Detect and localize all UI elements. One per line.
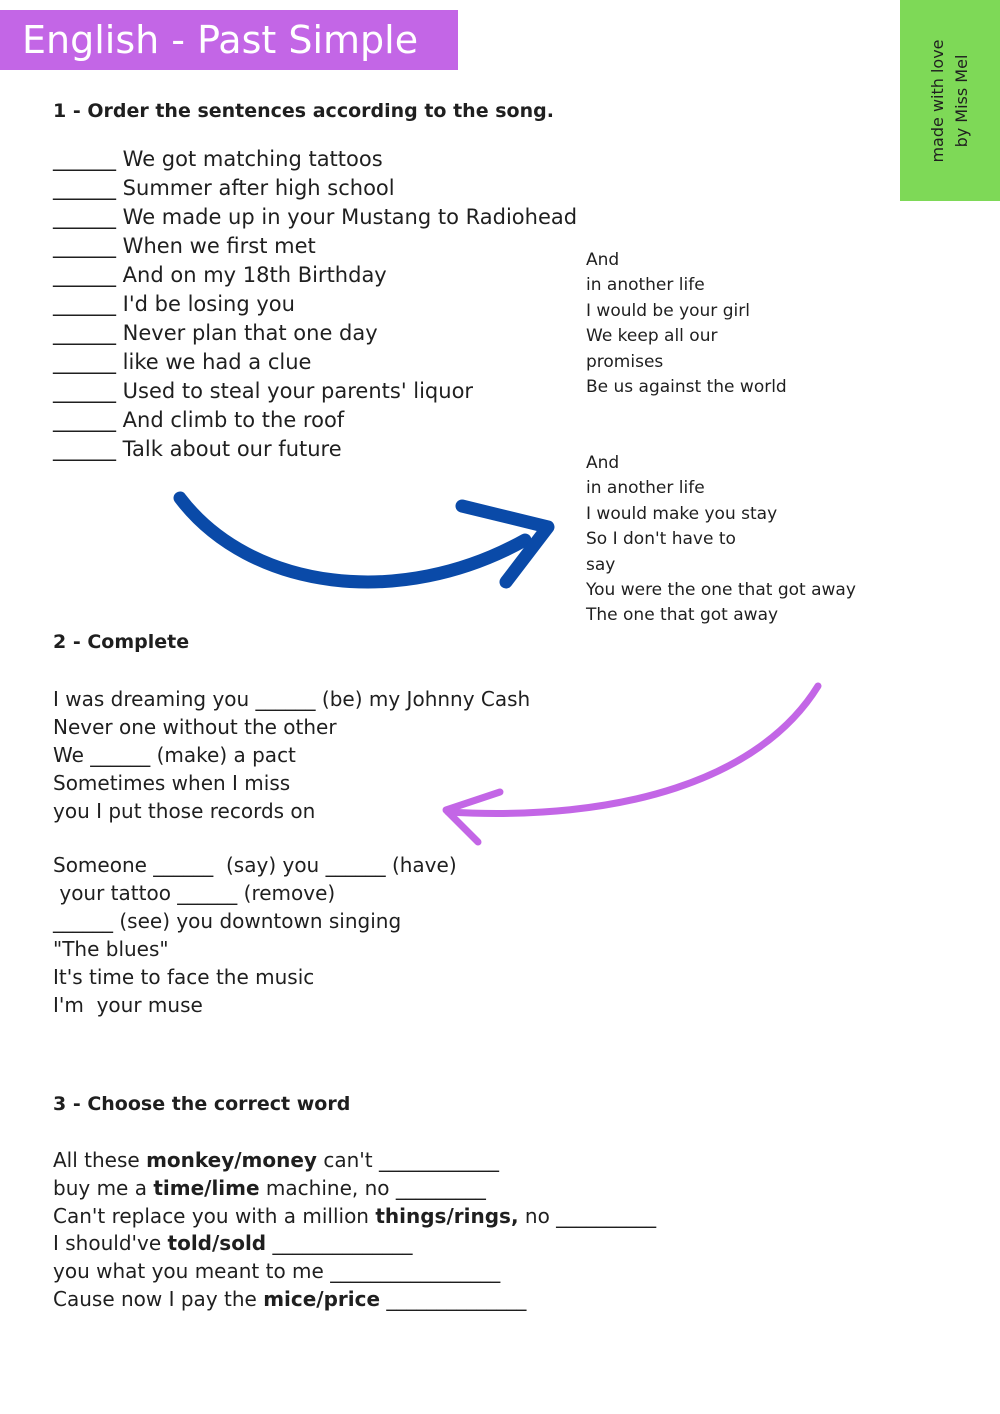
lyric-line: We keep all our: [586, 326, 718, 347]
lyric-line: I would be your girl: [586, 300, 750, 321]
verse-line: ______ (see) you downtown singing: [53, 909, 402, 933]
word-choice: things/rings,: [375, 1203, 519, 1228]
list-item: ______ And on my 18th Birthday: [53, 263, 387, 287]
section-3-heading: 3 - Choose the correct word: [53, 1093, 351, 1115]
verse-line: Someone ______ (say) you ______ (have): [53, 853, 457, 877]
verse-line: Sometimes when I miss: [53, 771, 291, 795]
line-text: ______________: [380, 1286, 527, 1311]
lyric-line: Be us against the world: [586, 376, 787, 397]
line-text: can't ____________: [316, 1148, 499, 1172]
list-item: ______ Summer after high school: [53, 176, 395, 200]
credit-line-2: by Miss Mel: [952, 54, 971, 147]
verse-line: It's time to face the music: [53, 965, 315, 989]
credit-line-1: made with love: [928, 38, 947, 163]
line-text: I should've: [53, 1231, 168, 1256]
verse-line: I was dreaming you ______ (be) my Johnny Cash: [53, 687, 531, 711]
line-text: Cause now I pay the: [53, 1286, 264, 1311]
lyric-line: The one that got away: [586, 605, 779, 626]
blue-arrow-icon: [180, 498, 548, 582]
lyric-line: And: [586, 250, 620, 270]
lyric-line: And: [586, 453, 620, 473]
choose-line: [53, 1175, 656, 1203]
verse-line: your tattoo ______ (remove): [53, 881, 336, 905]
verse-line: "The blues": [53, 937, 169, 961]
lyric-line: say: [586, 554, 616, 575]
page-title: English - Past Simple: [22, 18, 419, 62]
lyric-line: promises: [586, 351, 664, 372]
choose-line: [53, 1203, 656, 1231]
choose-line: [53, 1230, 656, 1258]
line-text: no __________: [518, 1203, 657, 1228]
lyric-line: So I don't have to: [586, 529, 736, 550]
list-item: ______ Used to steal your parents' liquor: [53, 379, 474, 403]
line-text: _________________: [330, 1259, 501, 1284]
list-item: ______ Talk about our future: [53, 437, 342, 461]
lyric-line: You were the one that got away: [586, 579, 856, 600]
section-1-heading: 1 - Order the sentences according to the song.: [53, 100, 554, 122]
list-item: ______ We got matching tattoos: [53, 147, 383, 171]
complete-verse-1: [53, 685, 530, 825]
word-choice: mice/price: [263, 1286, 381, 1311]
choose-line: [53, 1286, 656, 1314]
line-text: you what you meant to me: [53, 1259, 331, 1284]
list-item: ______ And climb to the roof: [53, 408, 345, 432]
line-text: buy me a: [53, 1175, 154, 1200]
choose-block: [53, 1147, 656, 1314]
list-item: ______ When we first met: [53, 234, 316, 258]
list-item: ______ We made up in your Mustang to Radiohead: [53, 205, 578, 229]
choose-line: [53, 1147, 656, 1175]
line-text: machine, no _________: [259, 1175, 486, 1200]
lyric-line: in another life: [586, 478, 705, 499]
section-2-heading: 2 - Complete: [53, 631, 190, 653]
verse-line: We ______ (make) a pact: [53, 743, 296, 767]
list-item: ______ I'd be losing you: [53, 292, 295, 316]
line-text: Can't replace you with a million: [53, 1203, 376, 1228]
line-text: All these: [53, 1148, 147, 1172]
verse-line: I'm your muse: [53, 993, 203, 1017]
choose-line: [53, 1258, 656, 1286]
lyric-line: I would make you stay: [586, 503, 778, 524]
verse-line: Never one without the other: [53, 715, 337, 739]
word-choice: told/sold: [167, 1231, 267, 1256]
line-text: ______________: [266, 1231, 413, 1256]
lyric-line: in another life: [586, 275, 705, 296]
list-item: ______ like we had a clue: [53, 350, 312, 374]
verse-line: you I put those records on: [53, 799, 316, 823]
complete-verse-2: [53, 851, 457, 1019]
word-choice: time/lime: [153, 1175, 260, 1200]
word-choice: monkey/money: [146, 1148, 317, 1172]
list-item: ______ Never plan that one day: [53, 321, 378, 345]
